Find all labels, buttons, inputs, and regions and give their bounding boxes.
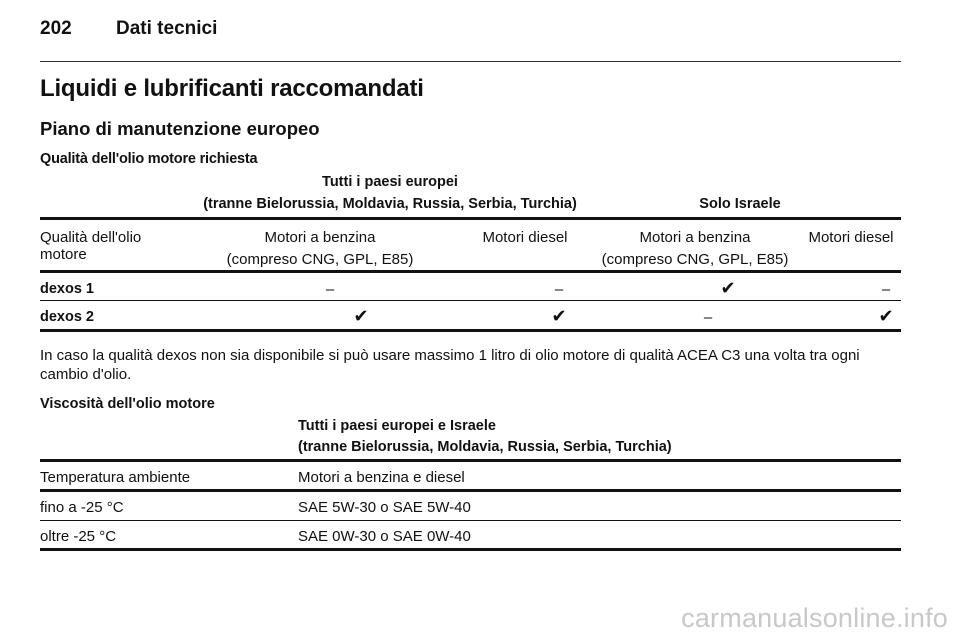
oil-quality-heading: Qualità dell'olio motore richiesta: [40, 151, 258, 167]
check-icon: ✔: [551, 306, 567, 326]
col-eu-petrol-sub: (compreso CNG, GPL, E85): [226, 251, 414, 268]
page-title: Liquidi e lubrificanti raccomandati: [40, 75, 424, 102]
cell-value: –: [881, 281, 891, 298]
temp-cell: oltre -25 °C: [40, 528, 117, 545]
row-label: dexos 1: [40, 281, 94, 297]
col-label-quality: Qualità dell'olio motore: [40, 229, 142, 263]
section-title: Dati tecnici: [116, 18, 218, 39]
viscosity-heading: Viscosità dell'olio motore: [40, 396, 215, 412]
col-engines: Motori a benzina e diesel: [298, 469, 465, 486]
cell-value: –: [703, 309, 713, 326]
col-il-diesel: Motori diesel: [808, 229, 894, 246]
page-number: 202: [40, 18, 72, 39]
viscosity-group-header-line1: Tutti i paesi europei e Israele: [298, 418, 496, 434]
table-rule: [40, 270, 901, 273]
group-header-eu-line2: (tranne Bielorussia, Moldavia, Russia, Serbia, Turchia): [203, 196, 577, 212]
viscosity-group-header-line2: (tranne Bielorussia, Moldavia, Russia, Serbia, Turchia): [298, 439, 672, 455]
col-eu-petrol: Motori a benzina: [264, 229, 376, 246]
page-subtitle: Piano di manutenzione europeo: [40, 118, 320, 139]
col-il-petrol-sub: (compreso CNG, GPL, E85): [601, 251, 789, 268]
col-eu-diesel: Motori diesel: [482, 229, 568, 246]
cell-value: –: [325, 281, 335, 298]
check-icon: ✔: [353, 306, 369, 326]
check-icon: ✔: [878, 306, 894, 326]
value-cell: SAE 5W-30 o SAE 5W-40: [298, 499, 471, 516]
row-label: dexos 2: [40, 309, 94, 325]
table-rule: [40, 489, 901, 492]
cell-value: –: [554, 281, 564, 298]
header-rule: [40, 61, 901, 62]
page-header: [40, 18, 217, 40]
table-rule: [40, 459, 901, 462]
manual-page: [40, 0, 901, 642]
col-il-petrol: Motori a benzina: [639, 229, 751, 246]
table-rule: [40, 217, 901, 220]
check-icon: ✔: [720, 278, 736, 298]
group-header-eu-line1: Tutti i paesi europei: [322, 174, 458, 190]
row-divider: [40, 520, 901, 521]
watermark: carmanualsonline.info: [681, 603, 948, 633]
table-rule: [40, 548, 901, 551]
group-header-il: Solo Israele: [699, 196, 781, 212]
row-divider: [40, 300, 901, 301]
col-temp: Temperatura ambiente: [40, 469, 191, 486]
value-cell: SAE 0W-30 o SAE 0W-40: [298, 528, 471, 545]
note-paragraph: In caso la qualità dexos non sia disponibile si può usare massimo 1 litro di olio motore di qualità ACEA C3 una volta tra ogni cambio d'olio.: [40, 347, 860, 383]
temp-cell: fino a -25 °C: [40, 499, 124, 516]
table-rule: [40, 329, 901, 332]
